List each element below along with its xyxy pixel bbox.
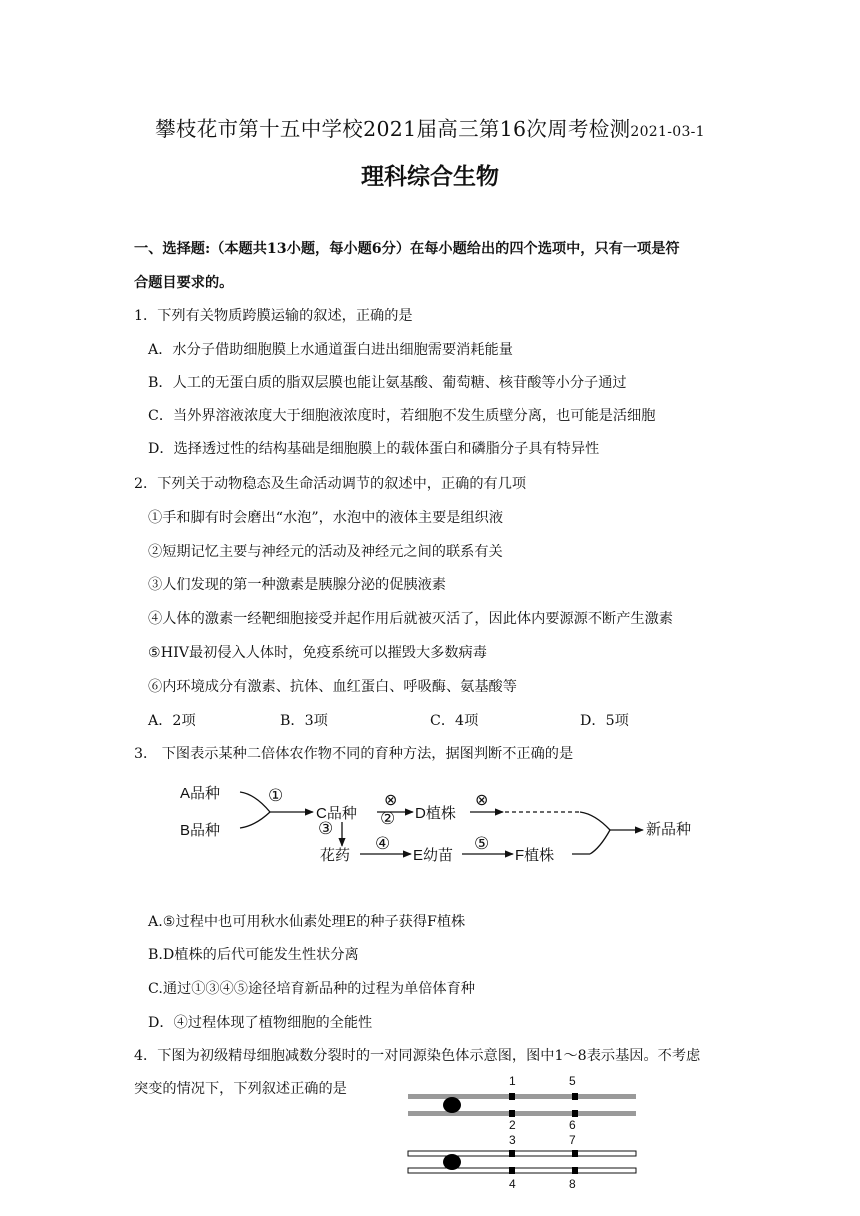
question-4-stem-line1: 4．下图为初级精母细胞减数分裂时的一对同源染色体示意图，图中1～8表示基因。不考虑 xyxy=(134,1048,701,1064)
chromosome-diagram xyxy=(400,1074,645,1194)
section-heading-line2: 合题目要求的。 xyxy=(134,275,234,291)
locus-3 xyxy=(509,1150,515,1157)
gene-6: 6 xyxy=(569,1118,576,1132)
question-4-stem-line2: 突变的情况下，下列叙述正确的是 xyxy=(134,1081,347,1097)
chromatid-2 xyxy=(408,1111,636,1116)
diagram-merge-top xyxy=(580,812,610,830)
q3-option-b: B.D植株的后代可能发生性状分离 xyxy=(148,947,359,963)
diagram-merge-bottom xyxy=(590,830,610,854)
q1-option-c: C．当外界溶液浓度大于细胞液浓度时，若细胞不发生质壁分离，也可能是活细胞 xyxy=(148,408,656,424)
q2-statement-5: ⑤HIV最初侵入人体时，免疫系统可以摧毁大多数病毒 xyxy=(148,645,487,661)
locus-7 xyxy=(572,1150,578,1157)
diagram-seedling-e: E幼苗 xyxy=(413,847,454,864)
q3-option-a: A.⑤过程中也可用秋水仙素处理E的种子获得F植株 xyxy=(148,914,466,930)
q2-option-c: C．4项 xyxy=(430,713,479,729)
diagram-plant-d: D植株 xyxy=(415,805,456,822)
q3-option-c: C.通过①③④⑤途径培育新品种的过程为单倍体育种 xyxy=(148,981,475,997)
diagram-plant-f: F植株 xyxy=(515,847,555,864)
q2-statement-4: ④人体的激素一经靶细胞接受并起作用后就被灭活了，因此体内要源源不断产生激素 xyxy=(148,611,673,627)
q2-statement-3: ③人们发现的第一种激素是胰腺分泌的促胰液素 xyxy=(148,577,446,593)
diagram-variety-a: A品种 xyxy=(180,785,221,802)
diagram-step-4: ④ xyxy=(375,834,391,853)
diagram-new-variety: 新品种 xyxy=(646,821,692,838)
q1-option-d: D．选择透过性的结构基础是细胞膜上的载体蛋白和磷脂分子具有特异性 xyxy=(148,441,600,457)
q2-statement-2: ②短期记忆主要与神经元的活动及神经元之间的联系有关 xyxy=(148,544,503,560)
exam-title: 攀枝花市第十五中学校2021届高三第16次周考检测2021-03-1 xyxy=(155,117,705,141)
q2-option-a: A．2项 xyxy=(148,713,196,729)
q3-option-d: D．④过程体现了植物细胞的全能性 xyxy=(148,1015,373,1031)
gene-7: 7 xyxy=(569,1133,576,1147)
gene-1: 1 xyxy=(509,1074,516,1088)
exam-subtitle: 理科综合生物 xyxy=(361,163,499,190)
section-heading-line1: 一、选择题:（本题共13小题，每小题6分）在每小题给出的四个选项中，只有一项是符 xyxy=(134,241,680,257)
q2-statement-6: ⑥内环境成分有激素、抗体、血红蛋白、呼吸酶、氨基酸等 xyxy=(148,679,517,695)
exam-date: 2021-03-1 xyxy=(630,124,705,140)
q2-statement-1: ①手和脚有时会磨出“水泡”，水泡中的液体主要是组织液 xyxy=(148,510,504,526)
gene-2: 2 xyxy=(509,1118,516,1132)
diagram-line-b xyxy=(240,812,270,828)
gene-5: 5 xyxy=(569,1074,576,1088)
question-2-stem: 2．下列关于动物稳态及生命活动调节的叙述中，正确的有几项 xyxy=(134,476,527,492)
locus-1 xyxy=(509,1093,515,1100)
question-1-stem: 1．下列有关物质跨膜运输的叙述，正确的是 xyxy=(134,308,413,324)
diagram-self-1: ⊗ xyxy=(384,792,398,809)
locus-6 xyxy=(572,1110,578,1117)
diagram-self-2: ⊗ xyxy=(475,792,489,809)
diagram-step-2: ② xyxy=(380,809,396,828)
gene-8: 8 xyxy=(569,1177,576,1191)
chromatid-3 xyxy=(408,1151,636,1156)
centromere-1 xyxy=(443,1097,461,1113)
q2-option-b: B．3项 xyxy=(280,713,328,729)
q1-option-b: B．人工的无蛋白质的脂双层膜也能让氨基酸、葡萄糖、核苷酸等小分子通过 xyxy=(148,375,627,391)
diagram-step-1: ① xyxy=(268,786,284,805)
q1-option-a: A．水分子借助细胞膜上水通道蛋白进出细胞需要消耗能量 xyxy=(148,342,513,358)
chromatid-1 xyxy=(408,1094,636,1099)
gene-4: 4 xyxy=(509,1177,516,1191)
q2-option-d: D．5项 xyxy=(580,713,629,729)
locus-4 xyxy=(509,1167,515,1174)
question-3-stem: 3． 下图表示某种二倍体农作物不同的育种方法，据图判断不正确的是 xyxy=(134,746,574,762)
chromatid-4 xyxy=(408,1168,636,1173)
centromere-2 xyxy=(443,1154,461,1170)
diagram-anther: 花药 xyxy=(320,847,351,864)
diagram-variety-b: B品种 xyxy=(180,822,221,839)
diagram-step-3: ③ xyxy=(318,819,334,838)
gene-3: 3 xyxy=(509,1133,516,1147)
diagram-line-a xyxy=(240,792,270,812)
locus-8 xyxy=(572,1167,578,1174)
diagram-step-5: ⑤ xyxy=(474,834,490,853)
locus-5 xyxy=(572,1093,578,1100)
diagram-variety-c: C品种 xyxy=(316,805,357,822)
locus-2 xyxy=(509,1110,515,1117)
breeding-diagram xyxy=(170,778,740,878)
